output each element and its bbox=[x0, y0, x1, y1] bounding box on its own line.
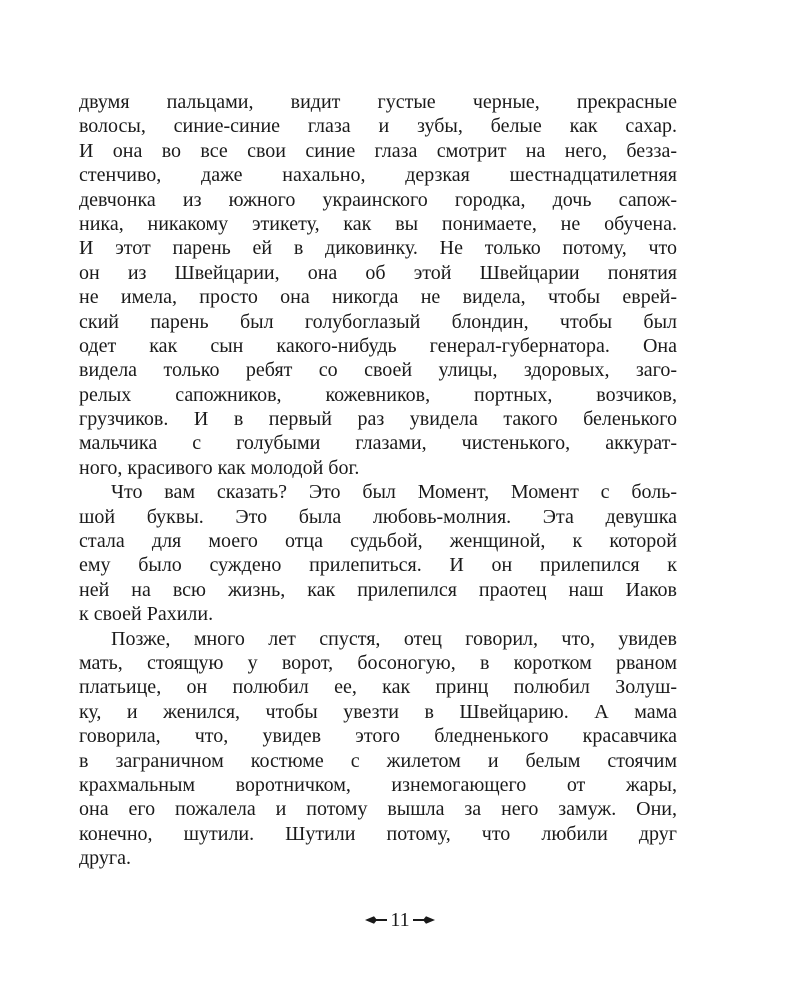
text-line: шой буквы. Это была любовь-молния. Эта девушка bbox=[79, 505, 677, 528]
text-line: видела только ребят со своей улицы, здоровых, заго- bbox=[79, 359, 677, 382]
paragraph-1 bbox=[79, 90, 677, 480]
text-line: релых сапожников, кожевников, портных, возчиков, bbox=[79, 383, 677, 406]
text-line: в заграничном костюме с жилетом и белым стоячим bbox=[79, 749, 677, 772]
text-line: он из Швейцарии, она об этой Швейцарии понятия bbox=[79, 261, 677, 284]
text-line: ного, красивого как молодой бог. bbox=[79, 456, 360, 479]
text-line: не имела, просто она никогда не видела, чтобы еврей- bbox=[79, 286, 677, 309]
text-line: стенчиво, даже нахально, дерзкая шестнадцатилетняя bbox=[79, 164, 677, 187]
text-line: ему было суждено прилепиться. И он прилепился к bbox=[79, 554, 677, 577]
text-line: говорила, что, увидев этого бледненького красавчика bbox=[79, 725, 677, 748]
text-line: грузчиков. И в первый раз увидела такого беленького bbox=[79, 408, 677, 431]
text-line: ский парень был голубоглазый блондин, чтобы был bbox=[79, 310, 677, 333]
text-line: друга. bbox=[79, 847, 131, 870]
arrow-ornament-icon bbox=[365, 914, 387, 926]
text-line: двумя пальцами, видит густые черные, прекрасные bbox=[79, 91, 677, 113]
text-line: И этот парень ей в диковинку. Не только потому, что bbox=[79, 237, 677, 260]
text-line: ней на всю жизнь, как прилепился праотец наш Иаков bbox=[79, 578, 677, 601]
text-line: ку, и женился, чтобы увезти в Швейцарию. А мама bbox=[79, 700, 677, 723]
arrow-ornament-icon bbox=[413, 914, 435, 926]
text-line: крахмальным воротничком, изнемогающего от жары, bbox=[79, 773, 677, 796]
text-line: конечно, шутили. Шутили потому, что любили друг bbox=[79, 822, 677, 845]
text-line: она его пожалела и потому вышла за него замуж. Они, bbox=[79, 798, 677, 821]
text-line: мальчика с голубыми глазами, чистенького, аккурат- bbox=[79, 432, 677, 455]
paragraph-3 bbox=[79, 627, 677, 871]
text-line: одет как сын какого-нибудь генерал-губернатора. Она bbox=[79, 334, 677, 357]
page-body bbox=[79, 90, 677, 871]
text-line: волосы, синие-синие глаза и зубы, белые как сахар. bbox=[79, 115, 677, 138]
text-line: Позже, много лет спустя, отец говорил, что, увидев bbox=[111, 627, 677, 650]
page-number: 11 bbox=[390, 909, 410, 932]
paragraph-2 bbox=[79, 480, 677, 626]
text-line: к своей Рахили. bbox=[79, 603, 214, 626]
text-line: девчонка из южного украинского городка, дочь сапож- bbox=[79, 188, 677, 211]
text-line: Что вам сказать? Это был Момент, Момент с боль- bbox=[111, 481, 677, 504]
text-line: платьице, он полюбил ее, как принц полюбил Золуш- bbox=[79, 676, 677, 699]
text-line: мать, стоящую у ворот, босоногую, в коротком рваном bbox=[79, 651, 677, 674]
page-number-footer bbox=[0, 907, 800, 932]
text-line: И она во все свои синие глаза смотрит на него, безза- bbox=[79, 139, 677, 162]
text-line: стала для моего отца судьбой, женщиной, к которой bbox=[79, 530, 677, 553]
text-line: ника, никакому этикету, как вы понимаете, не обучена. bbox=[79, 212, 677, 235]
